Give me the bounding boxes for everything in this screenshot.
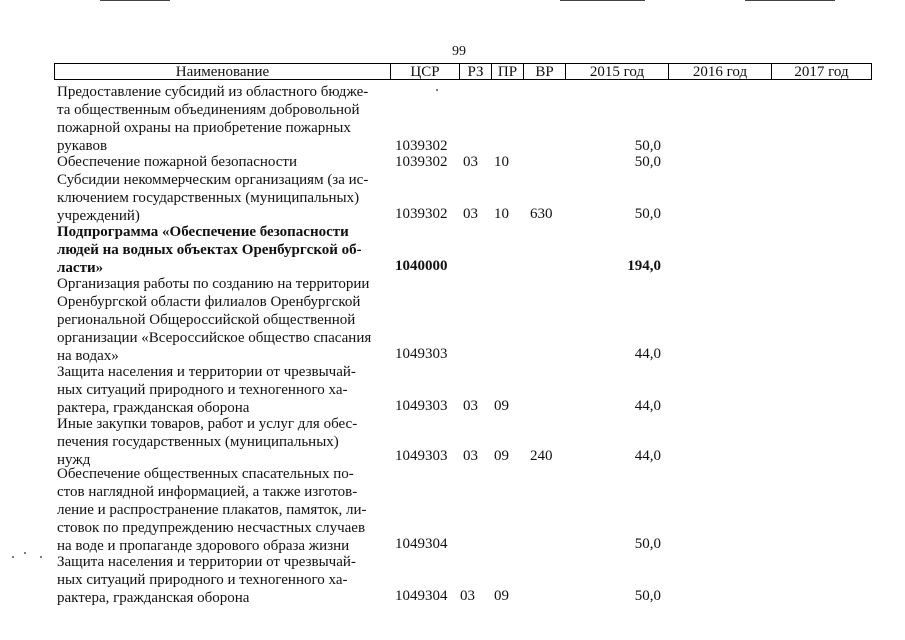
row-name-line: на воде и пропаганде здорового образа жизни [57, 538, 350, 554]
table-header [54, 63, 872, 80]
row-2015: 44,0 [634, 398, 661, 414]
row-2015: 44,0 [634, 346, 661, 362]
row-name-line: рактера, гражданская оборона [57, 590, 250, 606]
row-csr: 1039302 [395, 206, 448, 222]
row-rz: 03 [463, 398, 478, 414]
row-pr: 09 [494, 448, 509, 464]
header-pr: ПР [491, 64, 523, 80]
table-row [57, 363, 387, 417]
scan-edge-line [745, 0, 835, 1]
row-name-line: рактера, гражданская оборона [57, 400, 250, 416]
row-name-line: Обеспечение пожарной безопасности [57, 154, 298, 170]
row-name-line: Организация работы по созданию на территории [57, 276, 370, 292]
table-row [57, 415, 387, 469]
row-name-line: Оренбургской области филиалов Оренбургской [57, 294, 361, 310]
row-rz: 03 [463, 154, 478, 170]
header-2015: 2015 год [565, 64, 668, 80]
row-pr: 10 [494, 206, 509, 222]
table-row [57, 275, 387, 365]
row-vr: 630 [530, 206, 553, 222]
scan-speck [40, 556, 42, 558]
row-name-line: людей на водных объектах Оренбургской об- [57, 242, 362, 258]
row-csr: 1040000 [395, 258, 448, 274]
scan-speck [436, 89, 438, 91]
row-2015: 194,0 [627, 258, 661, 274]
row-name-line: Предоставление субсидий из областного бюдже- [57, 84, 369, 100]
row-csr: 1049304 [395, 536, 448, 552]
row-name-line: ласти» [57, 260, 104, 276]
row-name-line: ключением государственных (муниципальных) [57, 190, 360, 206]
row-csr: 1049303 [395, 398, 448, 414]
row-name-line: ных ситуаций природного и техногенного ха- [57, 572, 348, 588]
row-name-line: ление и распространение плакатов, памяток, ли- [57, 502, 367, 518]
row-name-line: региональной Общероссийской общественной [57, 312, 356, 328]
row-pr: 10 [494, 154, 509, 170]
row-rz: 03 [460, 588, 475, 604]
row-vr: 240 [530, 448, 553, 464]
row-2015: 50,0 [634, 138, 661, 154]
header-csr: ЦСР [390, 64, 459, 80]
table-row [57, 553, 387, 607]
table-row [57, 465, 387, 555]
row-name-line: та общественным объединениям добровольной [57, 102, 360, 118]
scan-edge-line [560, 0, 645, 1]
table-row [57, 153, 387, 171]
table-row [57, 171, 387, 225]
scan-speck [12, 556, 14, 558]
row-name-line: Субсидии некоммерческим организациям (за ис- [57, 172, 369, 188]
row-name-line: организации «Всероссийское общество спасания [57, 330, 372, 346]
row-name-line: Защита населения и территории от чрезвычай- [57, 364, 356, 380]
row-name-line: стов наглядной информацией, а также изготов- [57, 484, 358, 500]
row-2015: 50,0 [634, 154, 661, 170]
table-row [57, 83, 387, 155]
row-2015: 50,0 [634, 588, 661, 604]
row-name-line: стовок по предупреждению несчастных случаев [57, 520, 366, 536]
scan-edge-line [100, 0, 170, 1]
header-rz: РЗ [459, 64, 491, 80]
row-pr: 09 [494, 588, 509, 604]
row-csr: 1049303 [395, 346, 448, 362]
row-csr: 1039302 [395, 138, 448, 154]
row-name-line: пожарной охраны на приобретение пожарных [57, 120, 351, 136]
row-name-line: печения государственных (муниципальных) [57, 434, 339, 450]
row-2015: 50,0 [634, 206, 661, 222]
row-name-line: Подпрограмма «Обеспечение безопасности [57, 224, 349, 240]
row-rz: 03 [463, 206, 478, 222]
row-name-line: на водах» [57, 348, 119, 364]
header-2016: 2016 год [668, 64, 771, 80]
row-name-line: Защита населения и территории от чрезвычай- [57, 554, 356, 570]
header-name: Наименование [175, 64, 270, 80]
row-csr: 1049303 [395, 448, 448, 464]
row-name-line: рукавов [57, 138, 108, 154]
row-name-line: Обеспечение общественных спасательных по- [57, 466, 354, 482]
row-name-line: нужд [57, 452, 91, 468]
row-name-line: ных ситуаций природного и техногенного ха- [57, 382, 348, 398]
row-2015: 44,0 [634, 448, 661, 464]
row-name-line: учреждений) [57, 208, 140, 224]
row-rz: 03 [463, 448, 478, 464]
table-row-subprogram [57, 223, 387, 277]
header-vr: ВР [523, 64, 565, 80]
row-csr: 1039302 [395, 154, 448, 170]
row-csr: 1049304 [395, 588, 448, 604]
scan-speck [24, 552, 26, 554]
row-pr: 09 [494, 398, 509, 414]
page-number: 99 [452, 44, 466, 59]
row-name-line: Иные закупки товаров, работ и услуг для обес- [57, 416, 358, 432]
header-2017: 2017 год [771, 64, 871, 80]
row-2015: 50,0 [634, 536, 661, 552]
